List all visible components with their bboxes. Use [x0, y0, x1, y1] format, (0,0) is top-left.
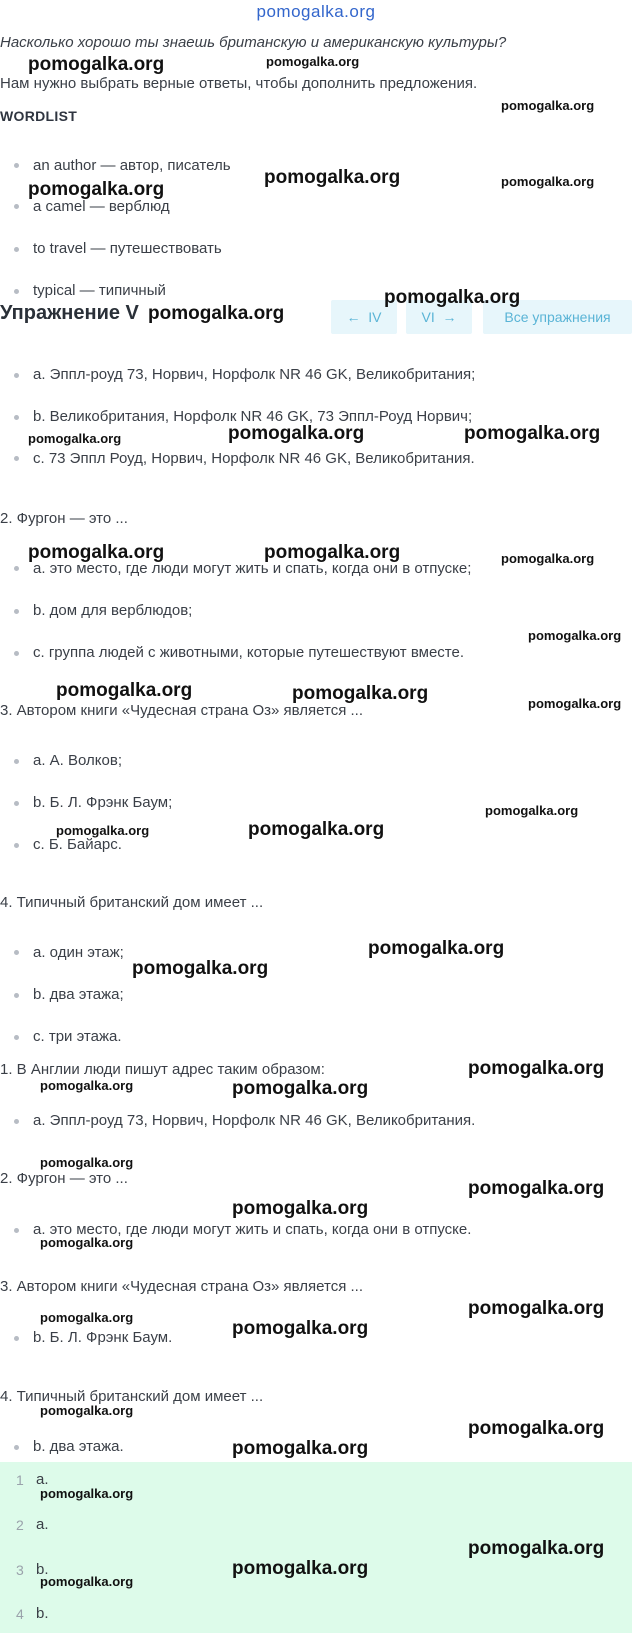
watermark: pomogalka.org [28, 54, 165, 75]
watermark: pomogalka.org [368, 938, 505, 959]
solution-question: 4. Типичный британский дом имеет ... [0, 1388, 264, 1405]
bullet-icon [14, 843, 19, 848]
bullet-icon [14, 566, 19, 571]
watermark: pomogalka.org [468, 1418, 605, 1439]
option-item: c. три этажа. [33, 1028, 122, 1045]
watermark: pomogalka.org [528, 696, 622, 711]
answer-number: 1 [16, 1472, 24, 1488]
watermark: pomogalka.org [232, 1198, 369, 1219]
watermark: pomogalka.org [232, 1558, 369, 1579]
bullet-icon [14, 801, 19, 806]
watermark: pomogalka.org [28, 542, 165, 563]
prev-exercise-label: IV [368, 309, 382, 325]
watermark: pomogalka.org [148, 303, 285, 324]
next-exercise-label: VI [421, 309, 435, 325]
bullet-icon [14, 163, 19, 168]
watermark: pomogalka.org [40, 1078, 134, 1093]
bullet-icon [14, 289, 19, 294]
wordlist-heading: WORDLIST [0, 108, 78, 124]
watermark: pomogalka.org [28, 179, 165, 200]
option-item: c. группа людей с животными, которые путешествуют вместе. [33, 644, 465, 661]
bullet-icon [14, 993, 19, 998]
option-item: b. Б. Л. Фрэнк Баум; [33, 794, 173, 811]
bullet-icon [14, 247, 19, 252]
watermark: pomogalka.org [468, 1298, 605, 1319]
question-text: 4. Типичный британский дом имеет ... [0, 894, 264, 911]
watermark: pomogalka.org [501, 551, 595, 566]
site-logo[interactable]: pomogalka.org [256, 2, 376, 21]
watermark: pomogalka.org [232, 1318, 369, 1339]
intro-question: Насколько хорошо ты знаешь британскую и американскую культуры? [0, 34, 507, 51]
wordlist-item: an author — автор, писатель [33, 157, 231, 174]
watermark: pomogalka.org [40, 1235, 134, 1250]
bullet-icon [14, 204, 19, 209]
bullet-icon [14, 1035, 19, 1040]
watermark: pomogalka.org [264, 167, 401, 188]
all-exercises-button[interactable]: Все упражнения [483, 300, 632, 334]
answer-number: 3 [16, 1562, 24, 1578]
arrow-right-icon: → [442, 309, 457, 325]
watermark: pomogalka.org [528, 628, 622, 643]
wordlist-item: a camel — верблюд [33, 198, 170, 215]
watermark: pomogalka.org [56, 823, 150, 838]
bullet-icon [14, 1336, 19, 1341]
bullet-icon [14, 1445, 19, 1450]
watermark: pomogalka.org [232, 1078, 369, 1099]
answer-value: b. [36, 1605, 49, 1622]
option-item: b. Великобритания, Норфолк NR 46 GK, 73 Эппл-Роуд Норвич; [33, 408, 473, 425]
watermark: pomogalka.org [264, 542, 401, 563]
solution-answer: b. Б. Л. Фрэнк Баум. [33, 1329, 173, 1346]
watermark: pomogalka.org [468, 1178, 605, 1199]
exercise-title: Упражнение V [0, 302, 139, 324]
watermark: pomogalka.org [266, 54, 360, 69]
solution-answer: a. это место, где люди могут жить и спать, когда они в отпуске. [33, 1221, 472, 1238]
intro-instruction: Нам нужно выбрать верные ответы, чтобы дополнить предложения. [0, 75, 478, 92]
bullet-icon [14, 415, 19, 420]
solution-question: 2. Фургон — это ... [0, 1170, 128, 1187]
watermark: pomogalka.org [56, 680, 193, 701]
watermark: pomogalka.org [40, 1310, 134, 1325]
watermark: pomogalka.org [28, 431, 122, 446]
arrow-left-icon: ← [346, 309, 361, 325]
watermark: pomogalka.org [132, 958, 269, 979]
watermark: pomogalka.org [232, 1438, 369, 1459]
bullet-icon [14, 1119, 19, 1124]
solution-question: 1. В Англии люди пишут адрес таким образом: [0, 1061, 325, 1078]
option-item: a. Эппл-роуд 73, Норвич, Норфолк NR 46 GK, Великобритания; [33, 366, 476, 383]
bullet-icon [14, 373, 19, 378]
watermark: pomogalka.org [468, 1058, 605, 1079]
watermark: pomogalka.org [464, 423, 601, 444]
watermark: pomogalka.org [40, 1574, 134, 1589]
solution-answer: b. два этажа. [33, 1438, 124, 1455]
option-item: a. один этаж; [33, 944, 124, 961]
bullet-icon [14, 950, 19, 955]
option-item: b. два этажа; [33, 986, 124, 1003]
bullet-icon [14, 609, 19, 614]
answer-number: 2 [16, 1517, 24, 1533]
bullet-icon [14, 651, 19, 656]
watermark: pomogalka.org [40, 1486, 134, 1501]
watermark: pomogalka.org [228, 423, 365, 444]
watermark: pomogalka.org [248, 819, 385, 840]
question-text: 3. Автором книги «Чудесная страна Оз» является ... [0, 702, 363, 719]
watermark: pomogalka.org [501, 98, 595, 113]
wordlist-item: to travel — путешествовать [33, 240, 222, 257]
watermark: pomogalka.org [485, 803, 579, 818]
watermark: pomogalka.org [468, 1538, 605, 1559]
bullet-icon [14, 1228, 19, 1233]
watermark: pomogalka.org [384, 287, 521, 308]
answer-value: b. [36, 1561, 49, 1578]
question-text: 2. Фургон — это ... [0, 510, 128, 527]
answer-value: a. [36, 1471, 49, 1488]
option-item: c. Б. Байарс. [33, 836, 122, 853]
answer-value: a. [36, 1516, 49, 1533]
watermark: pomogalka.org [292, 683, 429, 704]
bullet-icon [14, 456, 19, 461]
option-item: c. 73 Эппл Роуд, Норвич, Норфолк NR 46 GK, Великобритания. [33, 450, 475, 467]
option-item: a. А. Волков; [33, 752, 122, 769]
solution-question: 3. Автором книги «Чудесная страна Оз» является ... [0, 1278, 363, 1295]
answer-number: 4 [16, 1606, 24, 1622]
option-item: a. это место, где люди могут жить и спать, когда они в отпуске; [33, 560, 472, 577]
watermark: pomogalka.org [501, 174, 595, 189]
option-item: b. дом для верблюдов; [33, 602, 193, 619]
solution-answer: a. Эппл-роуд 73, Норвич, Норфолк NR 46 GK, Великобритания. [33, 1112, 476, 1129]
watermark: pomogalka.org [40, 1155, 134, 1170]
watermark: pomogalka.org [40, 1403, 134, 1418]
wordlist-item: typical — типичный [33, 282, 166, 299]
bullet-icon [14, 759, 19, 764]
